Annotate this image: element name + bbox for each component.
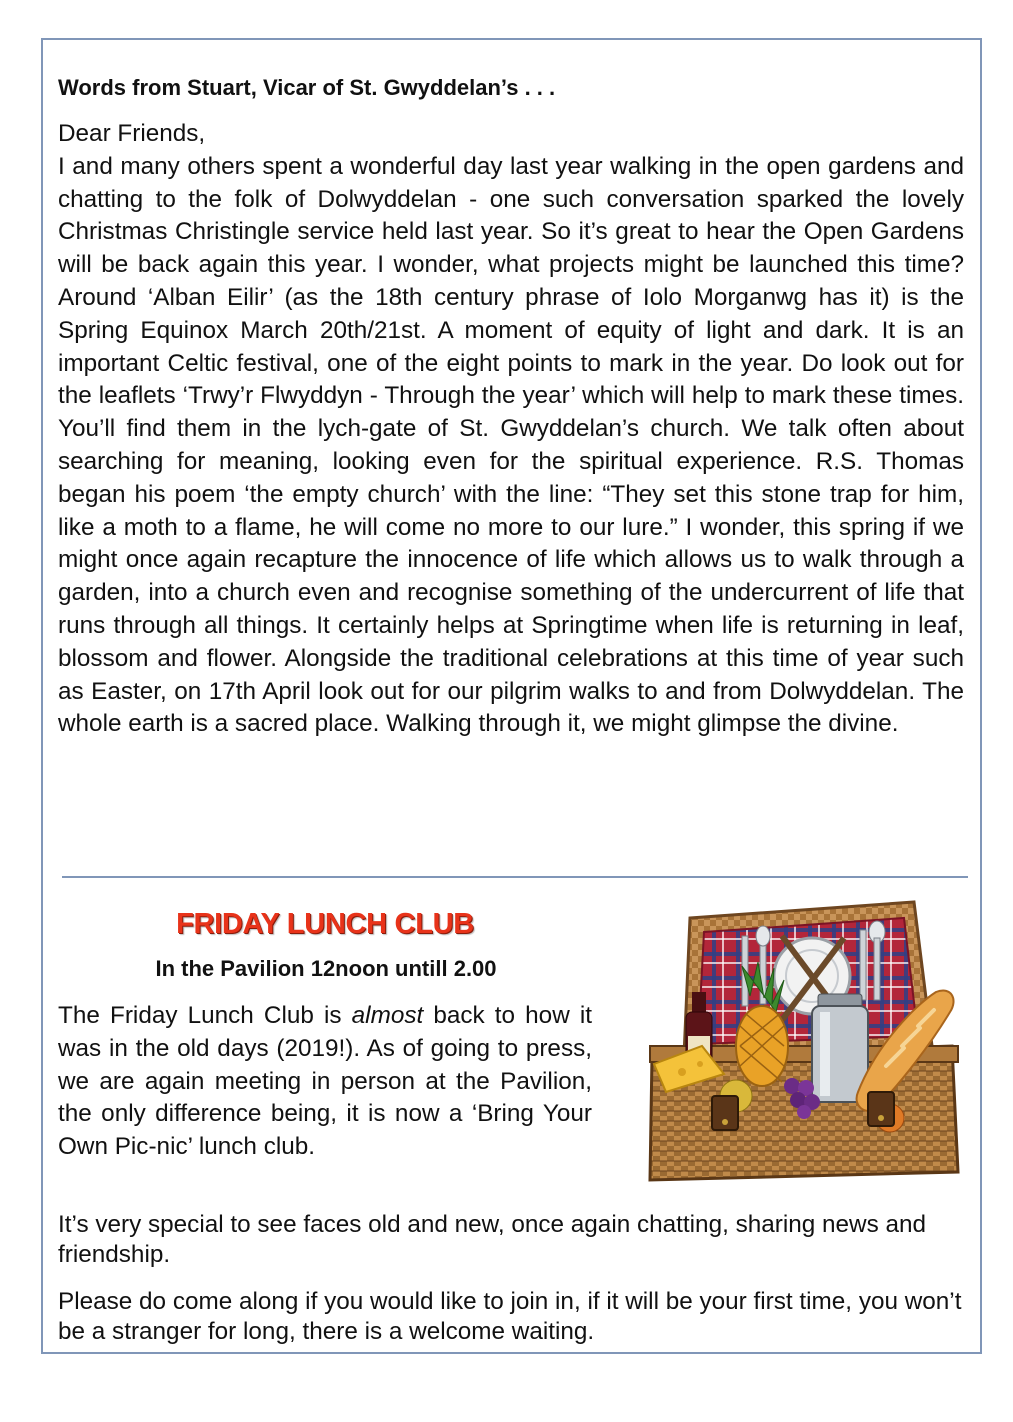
lunch-club-intro [58,1000,592,1164]
section-divider [62,876,968,878]
lunch-club-subtitle: In the Pavilion 12noon untill 2.00 [155,956,497,981]
lunch-club-paragraph-3: Please do come along if you would like to join in, if it will be your first time, you won’t be a stranger for long, there is a welcome waiting. [58,1288,962,1345]
lunch-club-title: FRIDAY LUNCH CLUB [176,908,474,940]
lunch-intro-start: The Friday Lunch Club is [58,1002,352,1029]
vicar-greeting: Dear Friends, [58,120,206,147]
lunch-club-paragraph-2: It’s very special to see faces old and new, once again chatting, sharing news and friendship. [58,1211,927,1268]
lunch-intro-emphasis: almost [351,1002,424,1029]
lunch-club-details [58,1210,964,1364]
vicar-letter [58,118,964,741]
vicar-section-title: Words from Stuart, Vicar of St. Gwyddelan’s . . . [58,75,556,100]
picnic-basket-icon [632,896,972,1182]
vicar-letter-body: I and many others spent a wonderful day last year walking in the open gardens and chatting to the folk of Dolwyddelan - one such conversation sparked the lovely Christmas Christingle service held last year. So it’s great to hear the Open Gardens will be back again this year. I wonder, what projects might be launched this time? Around ‘Alban Eilir’ (as the 18th century phrase of Iolo Morganwg has it) is the Spring Equinox March 20th/21st. A moment of equity of light and dark. It is an important Celtic festival, one of the eight points to mark in the year. Do look out for the leaflets ‘Trwy’r Flwyddyn - Through the year’ which will help to mark these times. You’ll find them in the lych-gate of St. Gwyddelan’s church. We talk often about searching for meaning, looking even for the spiritual experience. R.S. Thomas began his poem ‘the empty church’ with the line: “They set this stone trap for him, like a moth to a flame, he will come no more to our lure.” I wonder, this spring if we might once again recapture the innocence of life which allows us to walk through a garden, into a church even and recognise something of the undercurrent of life that runs through all things. It certainly helps at Springtime when life is returning in leaf, blossom and flower. Alongside the traditional celebrations at this time of year such as Easter, on 17th April look out for our pilgrim walks to and from Dolwyddelan. The whole earth is a sacred place. Walking through it, we might glimpse the divine. [58,152,964,738]
lunch-intro-end: back to how it was in the old days (2019!). As of going to press, we are again meeting in person at the Pavilion, the only difference being, it is now a ‘Bring Your Own Pic-nic’ lunch club. [58,1002,593,1161]
